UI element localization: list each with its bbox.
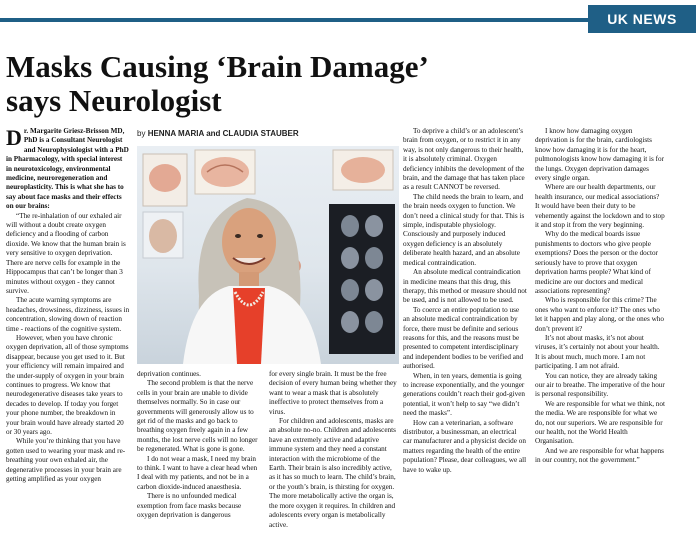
body-paragraph: And we are responsible for what happens in our country, not the government.”: [535, 446, 664, 465]
body-paragraph: For children and adolescents, masks are an absolute no-no. Children and adolescents have an extremely active and adaptive immune system and they need a constant interaction with the microbiome of the Earth. Their brain is also incredibly active, as it has so much to learn. The child’s brain, or the youth’s brain, is thirsting for oxygen. The more metabolically active the organ is, the more oxygen it requires. In children and adolescents every organ is metabolically active.: [269, 417, 396, 529]
body-paragraph: Why do the medical boards issue punishments to doctors who give people exemptions? Does the person or the doctor seriously have to prove that oxygen deprivation harms people? What kind of medicine are our doctors and medical associations representing?: [535, 230, 658, 295]
article-column-4: [403, 127, 527, 475]
article-column-1: [6, 127, 130, 484]
article-column-2: [137, 370, 261, 521]
headline: [6, 50, 526, 118]
body-paragraph: Who is responsible for this crime? The ones who want to enforce it? The ones who let it happen and play along, or the ones who don’t prevent it?: [535, 296, 664, 333]
section-header-bar: [0, 0, 696, 38]
article-photo: [137, 146, 399, 364]
body-paragraph: “The re-inhalation of our exhaled air will without a doubt create oxygen deficiency and a flooding of carbon dioxide. We know that the human brain is very sensitive to oxygen deprivation. There are nerve cells for example in the Hippocampus that can’t be longer than 3 minutes without oxygen - they cannot survive.: [6, 211, 126, 295]
portrait-illustration: [137, 146, 399, 364]
body-paragraph: To coerce an entire population to use an absolute medical contraindication by force, there must be definite and serious reasons for this, and the reasons must be presented to competent interdisciplinary and independent bodies to be verified and authorised.: [403, 305, 524, 371]
body-paragraph: There is no unfounded medical exemption from face masks because oxygen deprivation is dangerous: [137, 492, 242, 520]
byline: [137, 129, 387, 138]
body-paragraph: You can notice, they are already taking our air to breathe. The imperative of the hour is personal responsibility.: [535, 371, 665, 399]
body-paragraph: It’s not about masks, it’s not about viruses, it’s certainly not about your health. It is about much, much more. I am not participating. I am not afraid.: [535, 333, 660, 371]
body-paragraph: While you’re thinking that you have gotten used to wearing your mask and re-breathing your own exhaled air, the degenerative processes in your brain are getting amplified as your oxygen: [6, 437, 126, 484]
headline-line-2: says Neurologist: [6, 83, 222, 118]
byline-prefix: by: [137, 129, 146, 138]
body-paragraph: The second problem is that the nerve cells in your brain are unable to divide themselves normally. So in case our governments will generously allow us to get rid of the masks and go back to breathing oxygen freely again in a few months, the lost nerve cells will no longer be regenerated. What is gone is gone.: [137, 379, 258, 454]
body-paragraph: I know how damaging oxygen deprivation is for the brain, cardiologists know how damaging it is for the heart, pulmonologists know how damaging it is for the lungs. Oxygen deprivation damages every single organ.: [535, 127, 664, 183]
intro-paragraph: r. Margarite Griesz-Brisson MD, PhD is a Consultant Neurologist and Neurophysiologist with a PhD in Pharmacology, with special interest in neurotoxicology, environmental medicine, neuroregeneration and neuroplasticity. This is what she has to say about face masks and their effects on our brains:: [6, 127, 129, 211]
body-paragraph: To deprive a child’s or an adolescent’s brain from oxygen, or to restrict it in any way, is not only dangerous to their health, it is absolutely criminal. Oxygen deficiency inhibits the development of the brain, and the damage that has taken place as a result CANNOT be reversed.: [403, 127, 525, 192]
drop-cap: D: [6, 125, 22, 150]
body-paragraph: Where are our health departments, our health insurance, our medical associations? It would have been their duty to be vehemently against the lockdown and to stop it and stop it from the very beginning.: [535, 183, 665, 230]
body-paragraph: I do not wear a mask, I need my brain to think. I want to have a clear head when I deal with my patients, and not be in a carbon dioxide-induced anaesthesia.: [137, 454, 258, 491]
body-paragraph: When, in ten years, dementia is going to increase exponentially, and the younger generations couldn’t reach their god-given potential, it won’t help to say “we didn’t need the masks”.: [403, 371, 526, 418]
byline-authors: HENNA MARIA and CLAUDIA STAUBER: [147, 129, 299, 138]
article-column-3: [269, 370, 397, 530]
body-paragraph: The child needs the brain to learn, and the brain needs oxygen to function. We don’t need a clinical study for that. This is simple, indisputable physiology. Consciously and purposely induced oxygen deficiency is an absolutely deliberate health hazard, and an absolute medical contraindication.: [403, 192, 525, 267]
body-paragraph: However, when you have chronic oxygen deprivation, all of those symptoms disappear, because you get used to it. But your efficiency will remain impaired and the under-supply of oxygen in your brain continues to progress. We know that neurodegenerative diseases take years to decades to develop. If today you forget your phone number, the breakdown in your brain would have already started 20 or 30 years ago.: [6, 333, 129, 436]
body-paragraph: The acute warning symptoms are headaches, drowsiness, dizziness, issues in concentration, slowing down of reaction time - reactions of the cognitive system.: [6, 296, 130, 333]
body-paragraph: deprivation continues.: [137, 370, 201, 378]
section-label: UK NEWS: [588, 5, 696, 33]
body-paragraph: An absolute medical contraindication in medicine means that this drug, this therapy, this method or measure should not be used, and is not allowed to be used.: [403, 268, 527, 305]
headline-line-1: Masks Causing ‘Brain Damage’: [6, 49, 429, 84]
body-paragraph: We are responsible for what we think, not the media. We are responsible for what we do, not our superiors. We are responsible for our health, not the World Health Organisation.: [535, 399, 665, 446]
article-column-5: [535, 127, 665, 466]
body-paragraph: for every single brain. It must be the free decision of every human being whether they want to wear a mask that is absolutely ineffective to protect themselves from a virus.: [269, 370, 397, 416]
body-paragraph: How can a veterinarian, a software distributor, a businessman, an electrical car manufacturer and a physicist decide on matters regarding the health of the entire population? Please, dear colleagues, we all have to wake up.: [403, 418, 527, 474]
